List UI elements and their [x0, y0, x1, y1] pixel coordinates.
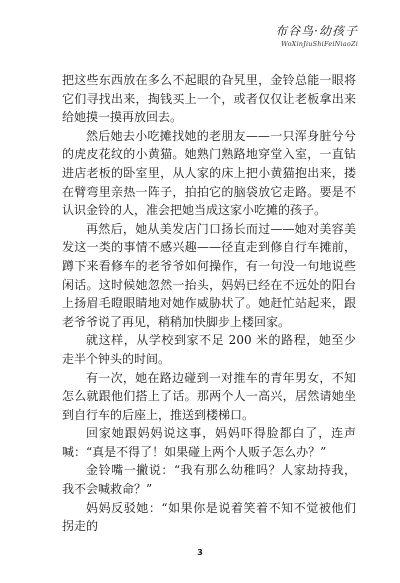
paragraph: 再然后，她从美发店门口扬长而过——她对美容美发这一类的事情不感兴趣——径直走到修自行车摊前，蹲下来看修车的老爷爷如何操作，有一句没一句地说些闲话。这时候她忽然一抬头，妈妈已经在不远处的阳台上扬眉毛瞪眼睛地对她作威胁状了。她赶忙站起来，跟老爷爷说了再见，稍稍加快脚步上楼回家。 — [62, 221, 356, 329]
paragraph: 金铃嘴一撇说：“我有那么幼稚吗？人家劫持我，我不会喊救命？” — [62, 463, 356, 497]
page-number: 3 — [197, 548, 203, 557]
paragraph: 然后她去小吃摊找她的老朋友——一只浑身脏兮兮的虎皮花纹的小黄猫。她熟门熟路地穿堂入室，一直钻进店老板的卧室里，从人家的床上把小黄猫抱出来，搂在臂弯里亲热一阵子，拍拍它的脑袋放它走路。要是不认识金铃的人，准会把她当成这家小吃摊的孩子。 — [62, 128, 356, 218]
running-header — [275, 22, 358, 48]
paragraph: 妈妈反驳她：“如果你是说着笑着不知不觉被他们拐走的 — [62, 500, 356, 534]
paragraph: 就这样，从学校到家不足 200 米的路程，她至少走半个钟头的时间。 — [62, 333, 356, 366]
paragraph: 回家她跟妈妈说这事，妈妈吓得脸都白了，连声喊：“真是不得了！如果碰上两个人贩子怎么办？” — [62, 426, 356, 459]
paragraph: 有一次，她在路边碰到一对推车的青年男女，不知怎么就跟他们搭上了话。那两个人一高兴，居然请她坐到自行车的后座上，推送到楼梯口。 — [62, 370, 356, 422]
header-brand-pinyin: WoXinJiuShiFeiNiaoZi — [281, 40, 358, 48]
header-brand-chinese: 布谷鸟·幼孩子 — [275, 24, 358, 38]
body-text — [62, 71, 356, 536]
paragraph-continued: 把这些东西放在多么不起眼的旮旯里，金铃总能一眼将它们寻找出来，掏钱买上一个，或者仅仅让老板拿出来给她摸一摸再放回去。 — [62, 73, 356, 125]
